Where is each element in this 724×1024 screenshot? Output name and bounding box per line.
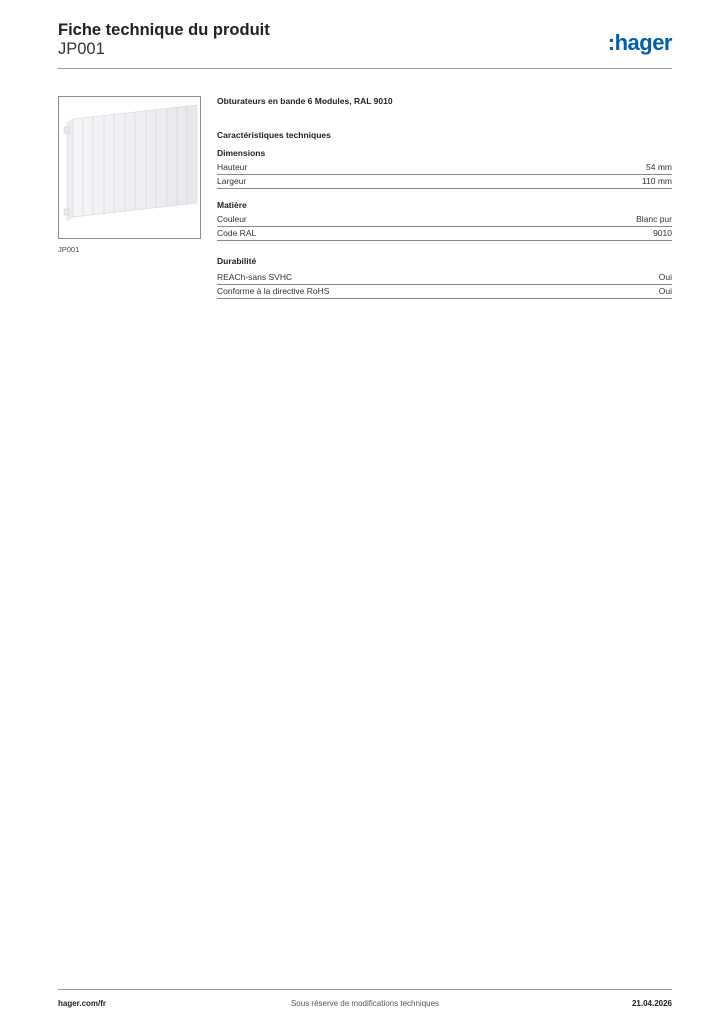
spec-value: Oui	[658, 286, 672, 296]
page-header	[58, 21, 672, 69]
spec-label: Largeur	[217, 176, 247, 186]
hager-logo: :hager	[607, 30, 672, 55]
spec-value: Blanc pur	[636, 214, 672, 224]
spec-label: Couleur	[217, 214, 247, 224]
spec-value: Oui	[658, 272, 672, 282]
spec-value: 110 mm	[641, 176, 672, 186]
footer-date: 21.04.2026	[631, 999, 672, 1008]
product-reference: JP001	[58, 40, 105, 58]
spec-row	[217, 227, 672, 241]
spec-label: Code RAL	[217, 228, 257, 238]
product-image	[58, 96, 201, 239]
blanking-strip-image	[59, 97, 200, 238]
spec-label: Hauteur	[217, 162, 248, 172]
product-details	[217, 96, 672, 299]
document-title: Fiche technique du produit	[58, 21, 270, 39]
characteristics-title: Caractéristiques techniques	[217, 130, 331, 140]
page-footer	[58, 989, 672, 1013]
section-title: Matière	[217, 200, 247, 210]
footer-website: hager.com/fr	[58, 999, 107, 1008]
spec-row	[217, 285, 672, 299]
spec-row	[217, 161, 672, 175]
section-dimensions	[217, 148, 672, 189]
spec-row	[217, 175, 672, 189]
spec-value: 54 mm	[646, 162, 672, 172]
spec-row	[217, 213, 672, 227]
section-durability	[217, 256, 672, 299]
product-name: Obturateurs en bande 6 Modules, RAL 9010	[217, 96, 393, 106]
section-title: Dimensions	[217, 148, 266, 158]
spec-value: 9010	[653, 228, 672, 238]
spec-label: REACh-sans SVHC	[217, 272, 293, 282]
spec-label: Conforme à la directive RoHS	[217, 286, 330, 296]
section-title: Durabilité	[217, 256, 257, 266]
footer-notice: Sous réserve de modifications techniques	[290, 999, 440, 1008]
spec-row	[217, 271, 672, 285]
section-material	[217, 200, 672, 241]
image-caption: JP001	[58, 245, 80, 254]
